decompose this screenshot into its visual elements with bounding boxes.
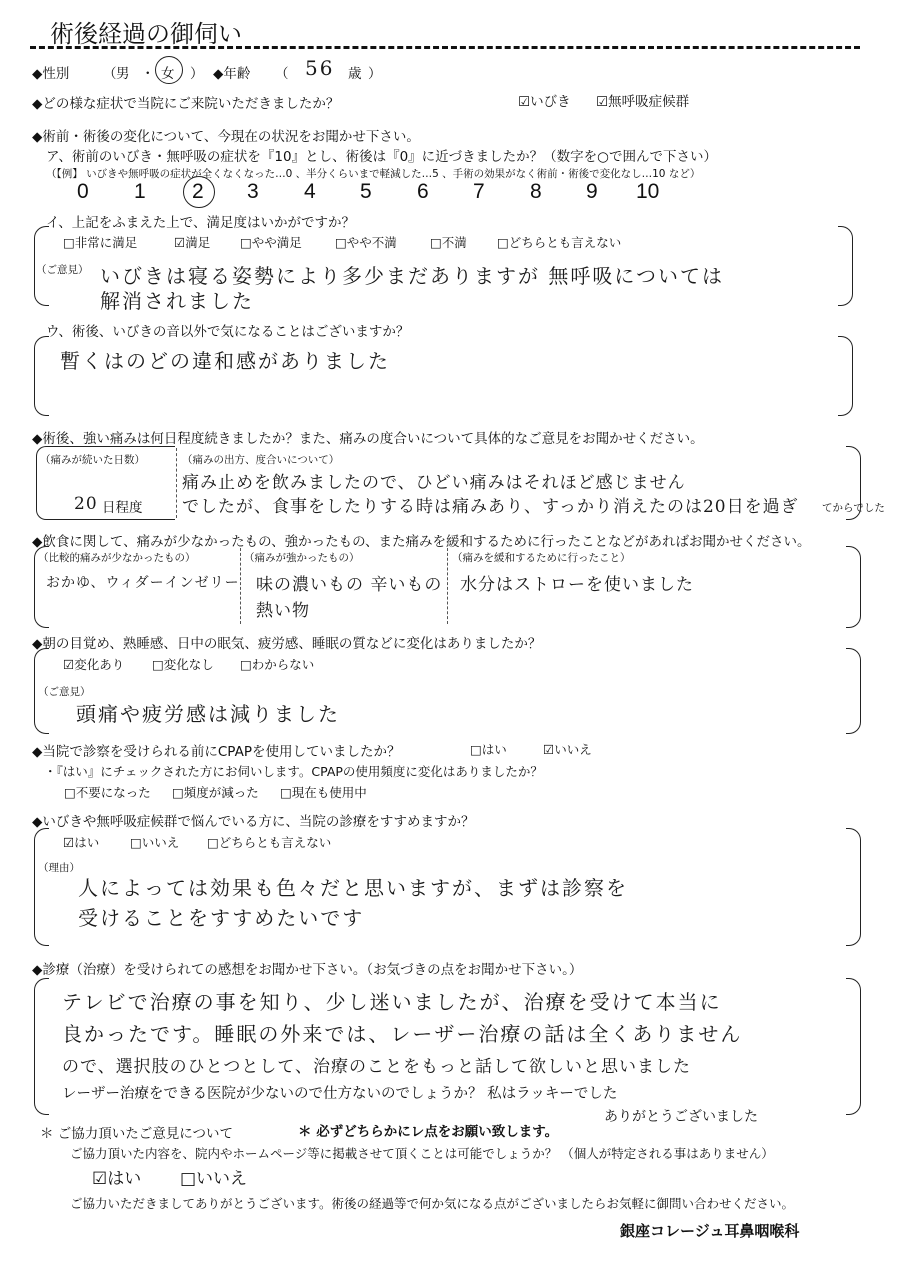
- footer-no-checkbox[interactable]: □いいえ: [180, 1169, 248, 1189]
- pain-answer-line2: でしたが、食事をしたりする時は痛みあり、すっかり消えたのは20日を過ぎ: [182, 497, 799, 517]
- pain-days-unit: 日程度: [102, 500, 143, 516]
- cpap-sub-question: ・『はい』にチェックされた方にお伺いします。CPAPの使用頻度に変化はありましたか？: [44, 764, 543, 779]
- pain-question: ◆術後、強い痛みは何日程度続きましたか？また、痛みの度合いについて具体的なご意見をお聞かせください。: [32, 431, 704, 447]
- food-strong-answer-line2: 熱い物: [256, 601, 310, 621]
- impression-answer-line1: テレビで治療の事を知り、少し迷いましたが、治療を受けて本当に: [62, 990, 722, 1014]
- age-label: ◆年齢: [213, 66, 251, 82]
- satisfaction-box-right: [838, 226, 853, 306]
- food-relief-label: （痛みを緩和するために行ったこと）: [452, 552, 631, 564]
- footer-permission: ご協力頂いた内容を、院内やホームページ等に掲載させて頂くことは可能でしょうか？ （個人が特定される事はありません）: [70, 1146, 774, 1161]
- food-strong-label: （痛みが強かったもの）: [244, 552, 360, 564]
- sleep-opinion-label: （ご意見）: [38, 686, 91, 698]
- gender-female: 女: [161, 66, 175, 82]
- recommend-question: ◆いびきや無呼吸症候群で悩んでいる方に、当院の診療をすすめますか？: [32, 814, 475, 830]
- age-value: 56: [305, 56, 335, 80]
- satisfaction-option-3[interactable]: □やや満足: [240, 235, 302, 250]
- recommend-reason-label: （理由）: [38, 862, 80, 874]
- recommend-box-left: [34, 828, 49, 946]
- cpap-sub-option-2[interactable]: □頻度が減った: [172, 785, 259, 800]
- change-heading: ◆術前・術後の変化について、今現在の状況をお聞かせ下さい。: [32, 129, 420, 145]
- scale-9[interactable]: 9: [586, 180, 598, 203]
- satisfaction-option-6[interactable]: □どちらとも言えない: [497, 235, 622, 250]
- scale-3[interactable]: 3: [247, 180, 259, 203]
- pain-days-value: 20: [74, 494, 98, 514]
- change-example: （【例】 いびきや無呼吸の症状が全くなくなった…0 、半分くらいまで軽減した…5 、手術の効果がなく術前・術後で変化なし…10 など）: [46, 168, 701, 180]
- other-answer: 暫くはのどの違和感がありました: [60, 349, 390, 373]
- scale-7[interactable]: 7: [473, 180, 485, 203]
- symptom-apnea-checkbox[interactable]: ☑無呼吸症候群: [596, 94, 690, 110]
- scale-5[interactable]: 5: [360, 180, 372, 203]
- sleep-option-1[interactable]: ☑変化あり: [63, 657, 125, 672]
- scale-4[interactable]: 4: [304, 180, 316, 203]
- symptom-question: ◆どの様な症状で当院にご来院いただきましたか？: [32, 96, 340, 112]
- impression-question: ◆診療（治療）を受けられての感想をお聞かせ下さい。（お気づきの点をお聞かせ下さい。）: [32, 962, 583, 978]
- satisfaction-option-1[interactable]: □非常に満足: [63, 235, 138, 250]
- recommend-option-3[interactable]: □どちらとも言えない: [207, 835, 332, 850]
- pain-answer-line3: てからでした: [822, 502, 885, 514]
- recommend-answer-line1: 人によっては効果も色々だと思いますが、まずは診察を: [78, 876, 628, 900]
- scale-1[interactable]: 1: [134, 180, 146, 203]
- footer-note-a: ＊ ご協力頂いたご意見について: [40, 1126, 234, 1142]
- food-less-answer: おかゆ、ウィダーインゼリー: [46, 575, 240, 591]
- pain-answer-line1: 痛み止めを飲みましたので、ひどい痛みはそれほど感じません: [182, 473, 686, 493]
- impression-box-right: [846, 978, 861, 1115]
- satisfaction-option-4[interactable]: □やや不満: [335, 235, 397, 250]
- impression-answer-line2: 良かったです。睡眠の外来では、レーザー治療の話は全くありません: [62, 1022, 743, 1046]
- scale-2[interactable]: 2: [192, 180, 204, 203]
- satisfaction-option-2[interactable]: ☑満足: [174, 235, 211, 250]
- sleep-answer: 頭痛や疲労感は減りました: [76, 702, 340, 726]
- sleep-question: ◆朝の目覚め、熟睡感、日中の眠気、疲労感、睡眠の質などに変化はありましたか？: [32, 636, 542, 652]
- clinic-name: 銀座コレージュ耳鼻咽喉科: [620, 1222, 800, 1240]
- change-question: ア、術前のいびき・無呼吸の症状を『10』とし、術後は『0』に近づきましたか？（数字を○で囲んで下さい）: [46, 149, 717, 165]
- satisfaction-option-5[interactable]: □不満: [430, 235, 467, 250]
- other-box-left: [34, 336, 49, 416]
- food-less-label: （比較的痛みが少なかったもの）: [38, 552, 196, 564]
- cpap-yes-checkbox[interactable]: □はい: [470, 742, 507, 757]
- cpap-no-checkbox[interactable]: ☑いいえ: [543, 742, 592, 757]
- age-unit: 歳: [348, 66, 362, 82]
- symptom-snore-checkbox[interactable]: ☑いびき: [518, 94, 571, 110]
- food-box-right: [846, 546, 861, 628]
- food-relief-answer: 水分はストローを使いました: [460, 575, 694, 595]
- impression-answer-line5: ありがとうございました: [604, 1109, 758, 1125]
- sleep-option-2[interactable]: □変化なし: [152, 657, 214, 672]
- sleep-option-3[interactable]: □わからない: [240, 657, 315, 672]
- recommend-answer-line2: 受けることをすすめたいです: [78, 906, 365, 930]
- scale-selected-circle: [183, 176, 215, 208]
- footer-thanks: ご協力いただきましてありがとうございます。術後の経過等で何か気になる点がございましたらお気軽に御問い合わせください。: [70, 1196, 795, 1211]
- pain-degree-label: （痛みの出方、度合いについて）: [182, 454, 340, 466]
- other-question: ウ、術後、いびきの音以外で気になることはございますか？: [46, 324, 410, 340]
- gender-label: ◆性別: [32, 66, 70, 82]
- scale-8[interactable]: 8: [530, 180, 542, 203]
- impression-answer-line3: ので、選択肢のひとつとして、治療のことをもっと話して欲しいと思いました: [62, 1057, 691, 1077]
- other-box-right: [838, 336, 853, 416]
- scale-6[interactable]: 6: [417, 180, 429, 203]
- recommend-option-2[interactable]: □いいえ: [130, 835, 180, 850]
- footer-yes-checkbox[interactable]: ☑はい: [92, 1169, 142, 1189]
- scale-10[interactable]: 10: [636, 180, 660, 203]
- scale-0[interactable]: 0: [77, 180, 89, 203]
- impression-box-left: [34, 978, 49, 1115]
- sleep-box-right: [846, 648, 861, 734]
- satisfaction-question: イ、上記をふまえた上で、満足度はいかがですか？: [46, 215, 356, 231]
- satisfaction-answer-line2: 解消されました: [100, 289, 254, 313]
- title-divider: [30, 46, 860, 49]
- page-title: 術後経過の御伺い: [50, 20, 242, 48]
- cpap-sub-option-1[interactable]: □不要になった: [64, 785, 151, 800]
- cpap-question: ◆当院で診察を受けられる前にCPAPを使用していましたか？: [32, 744, 401, 760]
- pain-days-label: （痛みが続いた日数）: [40, 454, 145, 466]
- satisfaction-opinion-label: （ご意見）: [36, 264, 89, 276]
- cpap-sub-option-3[interactable]: □現在も使用中: [280, 785, 367, 800]
- food-strong-answer-line1: 味の濃いもの 辛いもの: [256, 575, 443, 595]
- impression-answer-line4: レーザー治療をできる医院が少ないので仕方ないのでしょうか？ 私はラッキーでした: [62, 1086, 618, 1102]
- gender-male: 男: [116, 66, 130, 82]
- footer-note-b: ＊ 必ずどちらかにレ点をお願い致します。: [298, 1124, 559, 1140]
- recommend-box-right: [846, 828, 861, 946]
- satisfaction-answer-line1: いびきは寝る姿勢により多少まだありますが 無呼吸については: [100, 264, 724, 288]
- recommend-option-1[interactable]: ☑はい: [63, 835, 100, 850]
- food-question: ◆飲食に関して、痛みが少なかったもの、強かったもの、また痛みを緩和するために行ったことなどがあればお聞かせください。: [32, 534, 811, 550]
